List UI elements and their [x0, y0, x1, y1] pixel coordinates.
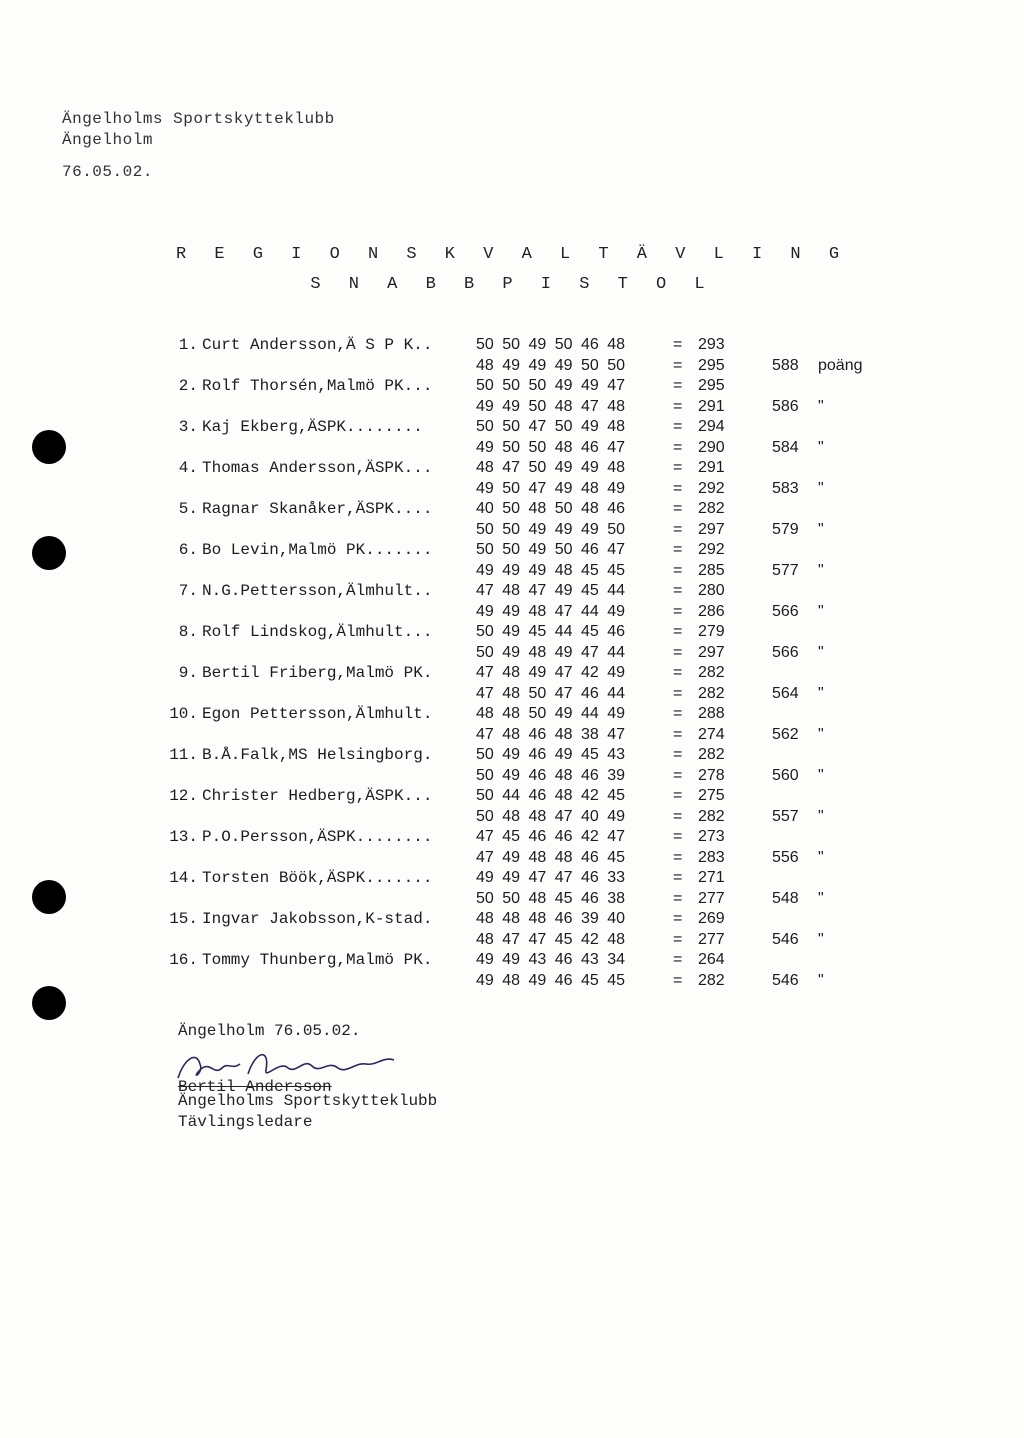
- result-row: [0, 459, 1024, 479]
- equals-sign: =: [673, 664, 683, 681]
- shooter-name: Egon Pettersson,Älmhult.: [202, 705, 433, 723]
- equals-sign: =: [673, 951, 683, 968]
- rank: 14.: [169, 869, 198, 887]
- shooter-name: B.Å.Falk,MS Helsingborg.: [202, 746, 433, 764]
- series-sum: 277: [698, 889, 725, 907]
- result-row: [0, 951, 1024, 971]
- points-unit: ": [818, 520, 824, 538]
- grand-total: 583: [772, 479, 799, 497]
- points-unit: ": [818, 725, 824, 743]
- equals-sign: =: [673, 582, 683, 599]
- series-sum: 297: [698, 520, 725, 538]
- points-unit: ": [818, 602, 824, 620]
- series-scores: 49 49 43 46 43 34: [476, 951, 626, 968]
- equals-sign: =: [673, 479, 683, 497]
- equals-sign: =: [673, 438, 683, 456]
- result-row-series-2: [0, 480, 1024, 500]
- rank: 5.: [178, 500, 198, 518]
- points-unit: poäng: [818, 356, 863, 374]
- points-unit: ": [818, 889, 824, 907]
- points-unit: ": [818, 807, 824, 825]
- equals-sign: =: [673, 828, 683, 845]
- result-row: [0, 377, 1024, 397]
- series-sum: 279: [698, 623, 725, 640]
- series-scores: 50 49 46 48 46 39: [476, 766, 626, 784]
- equals-sign: =: [673, 418, 683, 435]
- shooter-name: Christer Hedberg,ÄSPK...: [202, 787, 433, 805]
- shooter-name: Rolf Lindskog,Älmhult...: [202, 623, 433, 641]
- series-scores: 49 48 49 46 45 45: [476, 971, 626, 989]
- rank: 7.: [178, 582, 198, 600]
- result-row: [0, 828, 1024, 848]
- series-scores: 48 47 50 49 49 48: [476, 459, 626, 476]
- rank: 11.: [169, 746, 198, 764]
- result-row: [0, 541, 1024, 561]
- result-row-series-2: [0, 767, 1024, 787]
- competition-title: R E G I O N S K V A L T Ä V L I N G: [175, 245, 849, 264]
- result-row-series-2: [0, 439, 1024, 459]
- result-row-series-2: [0, 890, 1024, 910]
- footer-place-date: Ängelholm 76.05.02.: [178, 1022, 361, 1040]
- grand-total: 577: [772, 561, 799, 579]
- series-sum: 286: [698, 602, 725, 620]
- series-sum: 282: [698, 746, 725, 763]
- result-row: [0, 582, 1024, 602]
- series-scores: 50 50 48 45 46 38: [476, 889, 626, 907]
- series-scores: 48 49 49 49 50 50: [476, 356, 626, 374]
- series-scores: 47 48 47 49 45 44: [476, 582, 626, 599]
- grand-total: 566: [772, 643, 799, 661]
- points-unit: ": [818, 971, 824, 989]
- series-scores: 50 49 45 44 45 46: [476, 623, 626, 640]
- shooter-name: P.O.Persson,ÄSPK........: [202, 828, 433, 846]
- series-scores: 47 49 48 48 46 45: [476, 848, 626, 866]
- series-sum: 283: [698, 848, 725, 866]
- series-scores: 48 48 50 49 44 49: [476, 705, 626, 722]
- result-row: [0, 623, 1024, 643]
- grand-total: 586: [772, 397, 799, 415]
- rank: 1.: [178, 336, 198, 354]
- shooter-name: Rolf Thorsén,Malmö PK...: [202, 377, 433, 395]
- points-unit: ": [818, 643, 824, 661]
- footer-club: Ängelholms Sportskytteklubb: [178, 1092, 438, 1110]
- series-sum: 282: [698, 500, 725, 517]
- series-scores: 40 50 48 50 48 46: [476, 500, 626, 517]
- series-sum: 297: [698, 643, 725, 661]
- equals-sign: =: [673, 643, 683, 661]
- equals-sign: =: [673, 725, 683, 743]
- series-scores: 47 48 46 48 38 47: [476, 725, 626, 743]
- shooter-name: Curt Andersson,Ä S P K..: [202, 336, 433, 354]
- series-sum: 292: [698, 479, 725, 497]
- grand-total: 584: [772, 438, 799, 456]
- equals-sign: =: [673, 807, 683, 825]
- rank: 13.: [169, 828, 198, 846]
- points-unit: ": [818, 684, 824, 702]
- series-sum: 291: [698, 459, 725, 476]
- equals-sign: =: [673, 889, 683, 907]
- result-row-series-2: [0, 849, 1024, 869]
- series-sum: 294: [698, 418, 725, 435]
- result-row-series-2: [0, 644, 1024, 664]
- series-scores: 49 49 47 47 46 33: [476, 869, 626, 886]
- grand-total: 546: [772, 930, 799, 948]
- equals-sign: =: [673, 848, 683, 866]
- series-sum: 280: [698, 582, 725, 599]
- equals-sign: =: [673, 561, 683, 579]
- signer-role: Tävlingsledare: [178, 1113, 313, 1131]
- grand-total: 556: [772, 848, 799, 866]
- series-scores: 50 49 46 49 45 43: [476, 746, 626, 763]
- equals-sign: =: [673, 930, 683, 948]
- series-scores: 48 47 47 45 42 48: [476, 930, 626, 948]
- shooter-name: N.G.Pettersson,Älmhult..: [202, 582, 433, 600]
- points-unit: ": [818, 438, 824, 456]
- result-row: [0, 787, 1024, 807]
- result-row: [0, 336, 1024, 356]
- series-scores: 50 50 49 49 49 50: [476, 520, 626, 538]
- points-unit: ": [818, 397, 824, 415]
- equals-sign: =: [673, 356, 683, 374]
- series-sum: 285: [698, 561, 725, 579]
- equals-sign: =: [673, 623, 683, 640]
- equals-sign: =: [673, 705, 683, 722]
- equals-sign: =: [673, 602, 683, 620]
- series-sum: 277: [698, 930, 725, 948]
- equals-sign: =: [673, 541, 683, 558]
- series-scores: 47 48 50 47 46 44: [476, 684, 626, 702]
- shooter-name: Torsten Böök,ÄSPK.......: [202, 869, 433, 887]
- rank: 9.: [178, 664, 198, 682]
- result-row: [0, 910, 1024, 930]
- result-row: [0, 705, 1024, 725]
- rank: 15.: [169, 910, 198, 928]
- points-unit: ": [818, 479, 824, 497]
- equals-sign: =: [673, 397, 683, 415]
- series-sum: 282: [698, 807, 725, 825]
- grand-total: 557: [772, 807, 799, 825]
- shooter-name: Bo Levin,Malmö PK.......: [202, 541, 433, 559]
- result-row-series-2: [0, 972, 1024, 992]
- result-row-series-2: [0, 521, 1024, 541]
- shooter-name: Ingvar Jakobsson,K-stad.: [202, 910, 433, 928]
- result-row-series-2: [0, 808, 1024, 828]
- equals-sign: =: [673, 787, 683, 804]
- document-date: 76.05.02.: [62, 163, 153, 181]
- series-scores: 47 48 49 47 42 49: [476, 664, 626, 681]
- points-unit: ": [818, 766, 824, 784]
- equals-sign: =: [673, 459, 683, 476]
- rank: 3.: [178, 418, 198, 436]
- series-sum: 295: [698, 356, 725, 374]
- city: Ängelholm: [62, 131, 153, 149]
- series-scores: 50 44 46 48 42 45: [476, 787, 626, 804]
- result-row-series-2: [0, 357, 1024, 377]
- series-scores: 49 50 50 48 46 47: [476, 438, 626, 456]
- series-scores: 49 49 49 48 45 45: [476, 561, 626, 579]
- series-sum: 271: [698, 869, 725, 886]
- points-unit: ": [818, 848, 824, 866]
- shooter-name: Kaj Ekberg,ÄSPK........: [202, 418, 423, 436]
- series-scores: 49 49 50 48 47 48: [476, 397, 626, 415]
- series-sum: 295: [698, 377, 725, 394]
- series-sum: 278: [698, 766, 725, 784]
- shooter-name: Ragnar Skanåker,ÄSPK....: [202, 500, 433, 518]
- grand-total: 588: [772, 356, 799, 374]
- series-scores: 49 49 48 47 44 49: [476, 602, 626, 620]
- shooter-name: Tommy Thunberg,Malmö PK.: [202, 951, 433, 969]
- series-scores: 50 50 49 50 46 47: [476, 541, 626, 558]
- equals-sign: =: [673, 377, 683, 394]
- series-scores: 50 50 50 49 49 47: [476, 377, 626, 394]
- rank: 2.: [178, 377, 198, 395]
- rank: 16.: [169, 951, 198, 969]
- equals-sign: =: [673, 684, 683, 702]
- result-row: [0, 746, 1024, 766]
- rank: 4.: [178, 459, 198, 477]
- result-row: [0, 869, 1024, 889]
- grand-total: 562: [772, 725, 799, 743]
- result-row: [0, 500, 1024, 520]
- series-sum: 292: [698, 541, 725, 558]
- result-row-series-2: [0, 685, 1024, 705]
- series-sum: 282: [698, 684, 725, 702]
- result-row-series-2: [0, 603, 1024, 623]
- signer-name: Bertil Andersson: [178, 1078, 332, 1096]
- series-sum: 269: [698, 910, 725, 927]
- grand-total: 548: [772, 889, 799, 907]
- points-unit: ": [818, 930, 824, 948]
- series-scores: 49 50 47 49 48 49: [476, 479, 626, 497]
- equals-sign: =: [673, 766, 683, 784]
- grand-total: 579: [772, 520, 799, 538]
- result-row-series-2: [0, 562, 1024, 582]
- equals-sign: =: [673, 971, 683, 989]
- equals-sign: =: [673, 520, 683, 538]
- result-row: [0, 418, 1024, 438]
- series-scores: 47 45 46 46 42 47: [476, 828, 626, 845]
- rank: 12.: [169, 787, 198, 805]
- result-row-series-2: [0, 398, 1024, 418]
- rank: 10.: [169, 705, 198, 723]
- series-sum: 288: [698, 705, 725, 722]
- series-sum: 273: [698, 828, 725, 845]
- grand-total: 566: [772, 602, 799, 620]
- series-sum: 274: [698, 725, 725, 743]
- result-row: [0, 664, 1024, 684]
- equals-sign: =: [673, 336, 683, 353]
- series-sum: 282: [698, 664, 725, 681]
- result-row-series-2: [0, 931, 1024, 951]
- series-sum: 291: [698, 397, 725, 415]
- shooter-name: Bertil Friberg,Malmö PK.: [202, 664, 433, 682]
- result-row-series-2: [0, 726, 1024, 746]
- grand-total: 546: [772, 971, 799, 989]
- discipline-title: S N A B B P I S T O L: [310, 275, 714, 294]
- equals-sign: =: [673, 746, 683, 763]
- series-sum: 293: [698, 336, 725, 353]
- club-name: Ängelholms Sportskytteklubb: [62, 110, 335, 128]
- points-unit: ": [818, 561, 824, 579]
- shooter-name: Thomas Andersson,ÄSPK...: [202, 459, 433, 477]
- series-sum: 282: [698, 971, 725, 989]
- equals-sign: =: [673, 910, 683, 927]
- series-scores: 48 48 48 46 39 40: [476, 910, 626, 927]
- grand-total: 564: [772, 684, 799, 702]
- series-sum: 290: [698, 438, 725, 456]
- series-sum: 264: [698, 951, 725, 968]
- rank: 8.: [178, 623, 198, 641]
- rank: 6.: [178, 541, 198, 559]
- equals-sign: =: [673, 869, 683, 886]
- series-scores: 50 49 48 49 47 44: [476, 643, 626, 661]
- grand-total: 560: [772, 766, 799, 784]
- series-scores: 50 48 48 47 40 49: [476, 807, 626, 825]
- series-sum: 275: [698, 787, 725, 804]
- equals-sign: =: [673, 500, 683, 517]
- series-scores: 50 50 49 50 46 48: [476, 336, 626, 353]
- series-scores: 50 50 47 50 49 48: [476, 418, 626, 435]
